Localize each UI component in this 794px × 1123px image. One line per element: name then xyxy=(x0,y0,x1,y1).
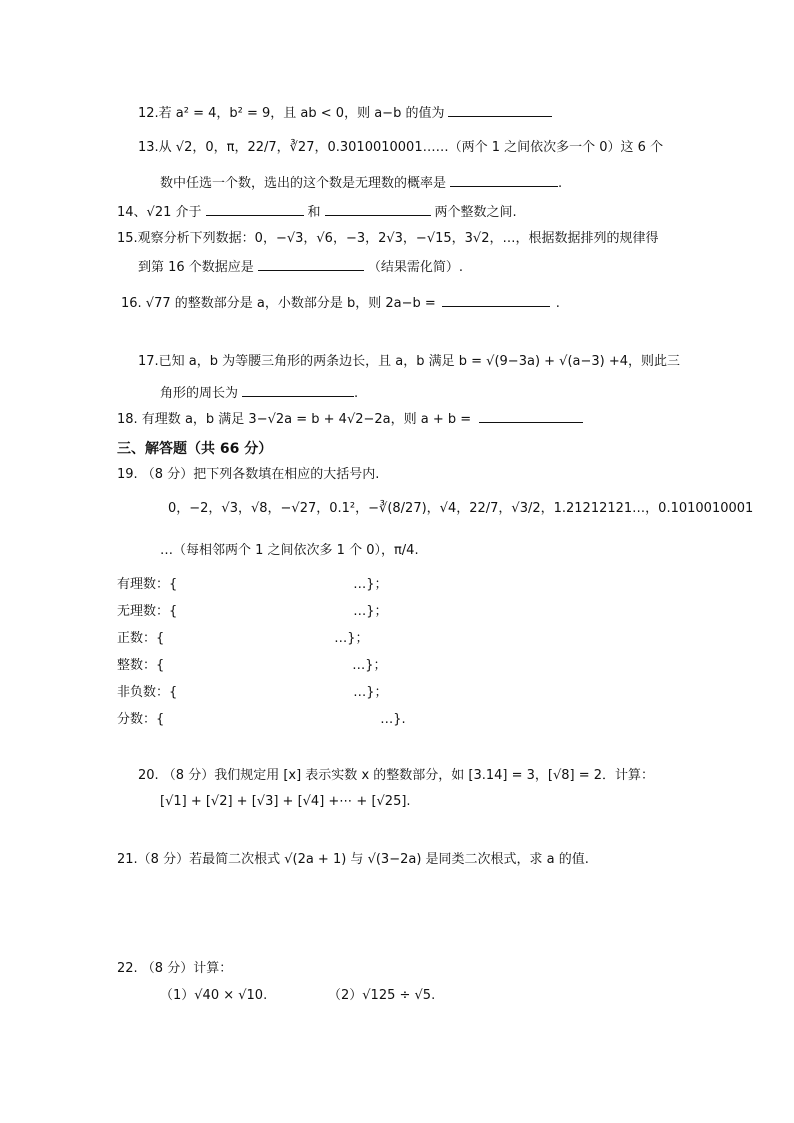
q14-blank-1 xyxy=(206,201,304,216)
fraction-end: …}. xyxy=(380,712,406,727)
category-fraction xyxy=(117,711,406,729)
question-14 xyxy=(117,201,517,222)
q22-part-1: （1）√40 × √10. xyxy=(160,988,268,1003)
category-integer xyxy=(117,657,387,675)
question-20-line2: [√1] + [√2] + [√3] + [√4] +⋯ + [√25]. xyxy=(160,794,411,809)
q17-answer-blank xyxy=(242,382,354,397)
integer-end: …}； xyxy=(352,658,387,673)
section-3-heading: 三、解答题（共 66 分） xyxy=(117,441,273,457)
positive-label: 正数：{ xyxy=(117,631,165,646)
question-13-line2 xyxy=(160,172,562,193)
category-irrational xyxy=(117,603,388,621)
q16-end: . xyxy=(555,296,560,311)
q13-answer-blank xyxy=(450,172,558,187)
question-18 xyxy=(117,408,583,429)
q19-numbers-line1: 0，−2，√3，√8，−√27，0.1²，−∛(8/27)，√4，22/7，√3/2，1.21212121…，0.1010010001 xyxy=(168,501,754,516)
question-20-line1: 20. （8 分）我们规定用 [x] 表示实数 x 的整数部分，如 [3.14] = 3，[√8] = 2．计算： xyxy=(138,768,655,783)
question-21: 21.（8 分）若最简二次根式 √(2a + 1) 与 √(3−2a) 是同类二次根式，求 a 的值. xyxy=(117,852,589,867)
q13-text: 数中任选一个数，选出的这个数是无理数的概率是 xyxy=(160,176,447,191)
q15-answer-blank xyxy=(258,256,364,271)
category-rational xyxy=(117,576,388,594)
question-16 xyxy=(121,292,560,313)
q14-mid: 和 xyxy=(307,205,321,220)
rational-label: 有理数：{ xyxy=(117,577,178,592)
q14-blank-2 xyxy=(325,201,431,216)
irrational-label: 无理数：{ xyxy=(117,604,178,619)
question-22: 22. （8 分）计算： xyxy=(117,961,233,976)
question-15-line1: 15.观察分析下列数据：0，−√3，√6，−3，2√3，−√15，3√2，…，根据数据排列的规律得 xyxy=(117,231,659,246)
q12-text: 12.若 a² = 4，b² = 9，且 ab < 0，则 a−b 的值为 xyxy=(138,106,445,121)
q22-part-2: （2）√125 ÷ √5. xyxy=(328,988,436,1003)
category-nonnegative xyxy=(117,684,388,702)
question-13-line1: 13.从 √2，0，π，22/7，∛27，0.3010010001……（两个 1 之间依次多一个 0）这 6 个 xyxy=(138,140,664,155)
q15-end: （结果需化简）. xyxy=(367,260,463,275)
q17-end: . xyxy=(354,386,359,401)
nonnegative-label: 非负数：{ xyxy=(117,685,178,700)
integer-label: 整数：{ xyxy=(117,658,165,673)
q17-text: 角形的周长为 xyxy=(160,386,239,401)
q12-answer-blank xyxy=(448,102,552,117)
question-19: 19. （8 分）把下列各数填在相应的大括号内. xyxy=(117,467,380,482)
question-17-line2 xyxy=(160,382,358,403)
irrational-end: …}； xyxy=(353,604,388,619)
question-17-line1: 17.已知 a，b 为等腰三角形的两条边长，且 a，b 满足 b = √(9−3a) + √(a−3) +4，则此三 xyxy=(138,354,681,369)
category-positive xyxy=(117,630,369,648)
fraction-label: 分数：{ xyxy=(117,712,165,727)
q14-pre: 14、√21 介于 xyxy=(117,205,202,220)
q16-text: 16. √77 的整数部分是 a，小数部分是 b，则 2a−b = xyxy=(121,296,436,311)
q16-answer-blank xyxy=(442,292,550,307)
q13-end: . xyxy=(558,176,563,191)
question-15-line2 xyxy=(138,256,463,277)
rational-end: …}； xyxy=(353,577,388,592)
q18-text: 18. 有理数 a，b 满足 3−√2a = b + 4√2−2a，则 a + b = xyxy=(117,412,472,427)
q15-text: 到第 16 个数据应是 xyxy=(138,260,254,275)
question-12 xyxy=(138,102,552,123)
q18-answer-blank xyxy=(479,408,583,423)
positive-end: …}； xyxy=(334,631,369,646)
q19-numbers-line2: …（每相邻两个 1 之间依次多 1 个 0），π/4. xyxy=(160,543,419,558)
nonnegative-end: …}； xyxy=(353,685,388,700)
q14-post: 两个整数之间. xyxy=(434,205,517,220)
